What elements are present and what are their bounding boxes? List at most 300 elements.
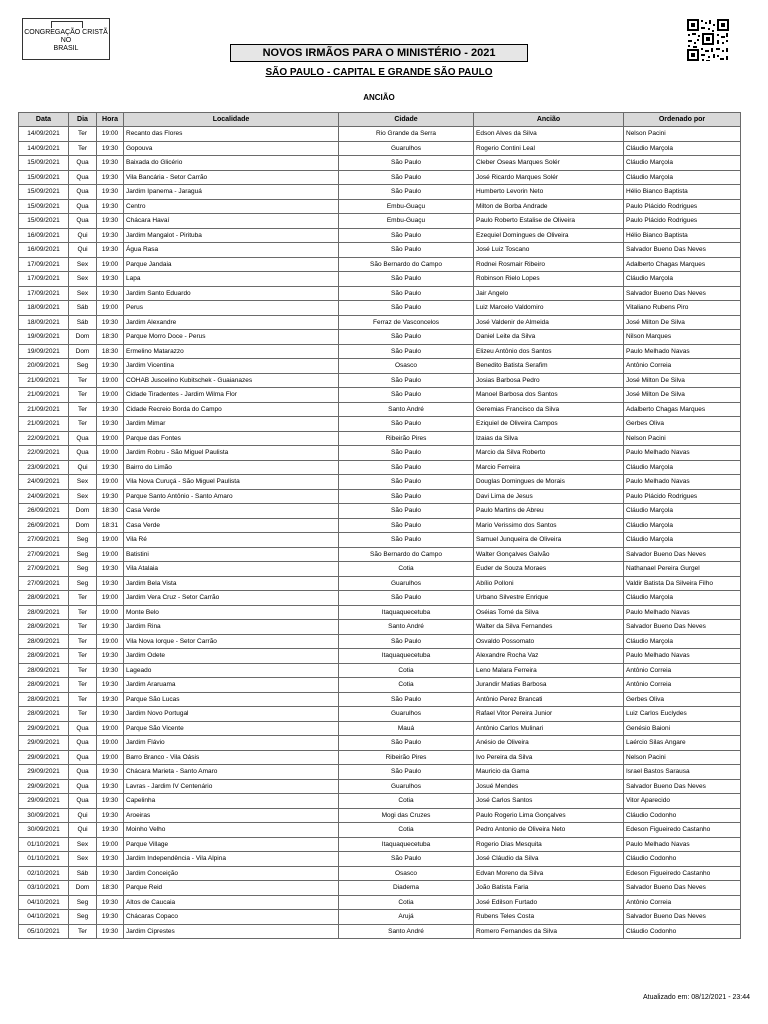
cell-anciao: Antônio Perez Brancati	[474, 692, 624, 707]
table-row	[19, 576, 741, 591]
table-row	[19, 127, 741, 142]
cell-ordenado-por: Nilson Marques	[624, 330, 741, 345]
cell-ordenado-por: José Milton De Silva	[624, 373, 741, 388]
cell-localidade: Perus	[124, 301, 339, 316]
cell-ordenado-por: Nelson Pacini	[624, 127, 741, 142]
cell-localidade: Vila Nova Iorque - Setor Carrão	[124, 634, 339, 649]
cell-cidade: São Paulo	[339, 634, 474, 649]
cell-hora: 19:30	[97, 402, 124, 417]
cell-anciao: José Edilson Furtado	[474, 895, 624, 910]
cell-hora: 19:30	[97, 620, 124, 635]
cell-data: 16/09/2021	[19, 243, 69, 258]
qr-code-icon	[686, 18, 730, 62]
cell-cidade: Guarulhos	[339, 707, 474, 722]
cell-anciao: Walter da Silva Fernandes	[474, 620, 624, 635]
cell-data: 20/09/2021	[19, 359, 69, 374]
cell-localidade: Jardim Independência - Vila Alpina	[124, 852, 339, 867]
cell-dia: Ter	[69, 707, 97, 722]
cell-dia: Dom	[69, 344, 97, 359]
cell-cidade: São Paulo	[339, 765, 474, 780]
cell-data: 17/09/2021	[19, 272, 69, 287]
cell-data: 28/09/2021	[19, 634, 69, 649]
cell-localidade: Lapa	[124, 272, 339, 287]
cell-dia: Sex	[69, 852, 97, 867]
cell-dia: Seg	[69, 533, 97, 548]
cell-anciao: Daniel Leite da Silva	[474, 330, 624, 345]
cell-anciao: Mario Verissimo dos Santos	[474, 518, 624, 533]
cell-anciao: Elizeu Antônio dos Santos	[474, 344, 624, 359]
cell-hora: 19:30	[97, 460, 124, 475]
cell-anciao: Jair Angelo	[474, 286, 624, 301]
cell-localidade: Chácara Marieta - Santo Amaro	[124, 765, 339, 780]
cell-cidade: São Paulo	[339, 591, 474, 606]
cell-data: 30/09/2021	[19, 823, 69, 838]
cell-cidade: Santo André	[339, 402, 474, 417]
cell-dia: Ter	[69, 663, 97, 678]
cell-hora: 19:00	[97, 388, 124, 403]
cell-data: 21/09/2021	[19, 373, 69, 388]
cell-dia: Dom	[69, 504, 97, 519]
cell-ordenado-por: Genésio Baioni	[624, 721, 741, 736]
table-row	[19, 185, 741, 200]
cell-ordenado-por: Cláudio Marçola	[624, 170, 741, 185]
table-row	[19, 315, 741, 330]
cell-ordenado-por: Laércio Silas Angare	[624, 736, 741, 751]
cell-localidade: Barro Branco - Vila Oásis	[124, 750, 339, 765]
cell-cidade: Ribeirão Pires	[339, 431, 474, 446]
table-row	[19, 823, 741, 838]
cell-hora: 19:30	[97, 649, 124, 664]
cell-cidade: São Paulo	[339, 272, 474, 287]
cell-data: 28/09/2021	[19, 663, 69, 678]
table-row	[19, 475, 741, 490]
table-row	[19, 895, 741, 910]
cell-cidade: Arujá	[339, 910, 474, 925]
cell-hora: 19:30	[97, 808, 124, 823]
table-row	[19, 852, 741, 867]
cell-anciao: Antônio Carlos Mulinari	[474, 721, 624, 736]
cell-ordenado-por: Gerbes Oliva	[624, 417, 741, 432]
cell-cidade: São Paulo	[339, 504, 474, 519]
cell-ordenado-por: José Milton De Silva	[624, 388, 741, 403]
cell-data: 29/09/2021	[19, 721, 69, 736]
cell-anciao: Oséias Tomé da Silva	[474, 605, 624, 620]
cell-cidade: São Bernardo do Campo	[339, 257, 474, 272]
cell-dia: Sex	[69, 489, 97, 504]
cell-data: 22/09/2021	[19, 431, 69, 446]
cell-localidade: Parque das Fontes	[124, 431, 339, 446]
cell-data: 28/09/2021	[19, 605, 69, 620]
table-row	[19, 286, 741, 301]
cell-hora: 19:00	[97, 750, 124, 765]
table-row	[19, 301, 741, 316]
cell-localidade: Batistini	[124, 547, 339, 562]
cell-data: 24/09/2021	[19, 475, 69, 490]
cell-data: 19/09/2021	[19, 330, 69, 345]
cell-data: 23/09/2021	[19, 460, 69, 475]
cell-dia: Sex	[69, 257, 97, 272]
table-row	[19, 678, 741, 693]
table-row	[19, 707, 741, 722]
cell-ordenado-por: Paulo Melhado Navas	[624, 446, 741, 461]
logo-line-2: NO	[60, 37, 72, 44]
cell-data: 21/09/2021	[19, 388, 69, 403]
cell-data: 27/09/2021	[19, 576, 69, 591]
cell-hora: 19:30	[97, 794, 124, 809]
cell-dia: Ter	[69, 678, 97, 693]
cell-dia: Qua	[69, 794, 97, 809]
cell-anciao: Manoel Barbosa dos Santos	[474, 388, 624, 403]
cell-hora: 19:30	[97, 895, 124, 910]
cell-data: 04/10/2021	[19, 910, 69, 925]
table-row	[19, 794, 741, 809]
cell-anciao: Ivo Pereira da Silva	[474, 750, 624, 765]
cell-data: 14/09/2021	[19, 141, 69, 156]
cell-anciao: Marcio da Silva Roberto	[474, 446, 624, 461]
cell-ordenado-por: Cláudio Marçola	[624, 460, 741, 475]
cell-dia: Qua	[69, 750, 97, 765]
cell-dia: Ter	[69, 127, 97, 142]
cell-dia: Qua	[69, 721, 97, 736]
table-row	[19, 750, 741, 765]
table-row	[19, 431, 741, 446]
table-row	[19, 721, 741, 736]
cell-cidade: Ferraz de Vasconcelos	[339, 315, 474, 330]
cell-cidade: São Paulo	[339, 692, 474, 707]
cell-cidade: Cotia	[339, 794, 474, 809]
cell-localidade: Cidade Tiradentes - Jardim Wilma Flor	[124, 388, 339, 403]
cell-data: 15/09/2021	[19, 170, 69, 185]
cell-ordenado-por: Cláudio Codonho	[624, 924, 741, 939]
cell-localidade: Vila Nova Curuçá - São Miguel Paulista	[124, 475, 339, 490]
cell-localidade: Parque Reid	[124, 881, 339, 896]
cell-localidade: Jardim Ciprestes	[124, 924, 339, 939]
cell-ordenado-por: Antônio Correia	[624, 678, 741, 693]
cell-ordenado-por: Gerbes Oliva	[624, 692, 741, 707]
column-header-cidade: Cidade	[339, 113, 474, 127]
cell-hora: 19:00	[97, 127, 124, 142]
cell-dia: Qua	[69, 199, 97, 214]
cell-ordenado-por: Paulo Melhado Navas	[624, 475, 741, 490]
cell-anciao: Izaias da Silva	[474, 431, 624, 446]
cell-anciao: Geremias Francisco da Silva	[474, 402, 624, 417]
cell-localidade: Jardim Robru - São Miguel Paulista	[124, 446, 339, 461]
cell-ordenado-por: Salvador Bueno Das Neves	[624, 779, 741, 794]
cell-data: 30/09/2021	[19, 808, 69, 823]
cell-ordenado-por: Paulo Melhado Navas	[624, 605, 741, 620]
document-title: NOVOS IRMÃOS PARA O MINISTÉRIO - 2021	[230, 44, 528, 62]
column-header-data: Data	[19, 113, 69, 127]
cell-cidade: São Paulo	[339, 460, 474, 475]
cell-anciao: Urbano Silvestre Enrique	[474, 591, 624, 606]
cell-cidade: Cotia	[339, 678, 474, 693]
cell-hora: 19:30	[97, 315, 124, 330]
cell-dia: Dom	[69, 881, 97, 896]
cell-anciao: Alexandre Rocha Vaz	[474, 649, 624, 664]
cell-cidade: São Paulo	[339, 170, 474, 185]
cell-hora: 19:30	[97, 214, 124, 229]
cell-hora: 18:31	[97, 518, 124, 533]
table-row	[19, 504, 741, 519]
cell-hora: 19:00	[97, 257, 124, 272]
cell-cidade: Cotia	[339, 895, 474, 910]
cell-anciao: Benedito Batista Serafim	[474, 359, 624, 374]
cell-data: 29/09/2021	[19, 765, 69, 780]
cell-dia: Seg	[69, 910, 97, 925]
cell-dia: Ter	[69, 591, 97, 606]
table-row	[19, 562, 741, 577]
cell-data: 01/10/2021	[19, 852, 69, 867]
cell-dia: Seg	[69, 547, 97, 562]
document-subtitle: SÃO PAULO - CAPITAL E GRANDE SÃO PAULO	[265, 67, 493, 78]
cell-anciao: Osvaldo Possomato	[474, 634, 624, 649]
cell-localidade: Jardim Flávio	[124, 736, 339, 751]
cell-data: 17/09/2021	[19, 257, 69, 272]
cell-data: 28/09/2021	[19, 649, 69, 664]
cell-hora: 18:30	[97, 330, 124, 345]
cell-ordenado-por: Salvador Bueno Das Neves	[624, 881, 741, 896]
cell-localidade: Cidade Recreio Borda do Campo	[124, 402, 339, 417]
cell-localidade: Jardim Conceição	[124, 866, 339, 881]
table-row	[19, 214, 741, 229]
table-row	[19, 141, 741, 156]
cell-anciao: Luiz Marcelo Valdomiro	[474, 301, 624, 316]
cell-ordenado-por: Valdir Batista Da Silveira Filho	[624, 576, 741, 591]
cell-hora: 19:00	[97, 533, 124, 548]
table-row	[19, 388, 741, 403]
table-row	[19, 156, 741, 171]
cell-data: 17/09/2021	[19, 286, 69, 301]
cell-hora: 19:30	[97, 243, 124, 258]
cell-cidade: São Paulo	[339, 228, 474, 243]
cell-hora: 19:00	[97, 736, 124, 751]
cell-dia: Sex	[69, 272, 97, 287]
cell-cidade: Mauá	[339, 721, 474, 736]
cell-ordenado-por: Luiz Carlos Euclydes	[624, 707, 741, 722]
cell-ordenado-por: Cláudio Marçola	[624, 272, 741, 287]
cell-dia: Ter	[69, 692, 97, 707]
cell-ordenado-por: Salvador Bueno Das Neves	[624, 243, 741, 258]
cell-dia: Qua	[69, 214, 97, 229]
cell-data: 24/09/2021	[19, 489, 69, 504]
cell-localidade: Recanto das Flores	[124, 127, 339, 142]
cell-cidade: Santo André	[339, 924, 474, 939]
cell-anciao: Eziquiel de Oliveira Campos	[474, 417, 624, 432]
cell-localidade: Baixada do Glicério	[124, 156, 339, 171]
table-row	[19, 518, 741, 533]
cell-anciao: Humberto Levorin Neto	[474, 185, 624, 200]
cell-anciao: José Ricardo Marques Solér	[474, 170, 624, 185]
cell-localidade: Casa Verde	[124, 504, 339, 519]
table-row	[19, 808, 741, 823]
table-row	[19, 924, 741, 939]
cell-ordenado-por: Paulo Plácido Rodrigues	[624, 214, 741, 229]
column-header-ordenado-por: Ordenado por	[624, 113, 741, 127]
cell-hora: 19:30	[97, 141, 124, 156]
cell-hora: 19:30	[97, 272, 124, 287]
cell-anciao: Jurandir Matias Barbosa	[474, 678, 624, 693]
cell-data: 18/09/2021	[19, 301, 69, 316]
cell-anciao: Rodnei Rosmair Ribeiro	[474, 257, 624, 272]
cell-localidade: Jardim Vera Cruz - Setor Carrão	[124, 591, 339, 606]
cell-data: 29/09/2021	[19, 736, 69, 751]
table-row	[19, 170, 741, 185]
cell-cidade: São Paulo	[339, 344, 474, 359]
cell-data: 28/09/2021	[19, 620, 69, 635]
cell-ordenado-por: Salvador Bueno Das Neves	[624, 547, 741, 562]
table-row	[19, 866, 741, 881]
section-title: ANCIÃO	[363, 93, 395, 102]
table-row	[19, 199, 741, 214]
cell-cidade: Guarulhos	[339, 576, 474, 591]
table-row	[19, 533, 741, 548]
table-row	[19, 634, 741, 649]
cell-hora: 18:30	[97, 504, 124, 519]
cell-dia: Seg	[69, 576, 97, 591]
cell-dia: Ter	[69, 605, 97, 620]
cell-hora: 19:30	[97, 678, 124, 693]
cell-ordenado-por: Cláudio Marçola	[624, 141, 741, 156]
table-row	[19, 243, 741, 258]
cell-hora: 19:30	[97, 765, 124, 780]
cell-localidade: Jardim Odete	[124, 649, 339, 664]
cell-ordenado-por: Edeson Figueiredo Castanho	[624, 823, 741, 838]
table-row	[19, 620, 741, 635]
cell-cidade: Cotia	[339, 663, 474, 678]
cell-ordenado-por: Salvador Bueno Das Neves	[624, 910, 741, 925]
cell-cidade: Mogi das Cruzes	[339, 808, 474, 823]
cell-ordenado-por: Paulo Melhado Navas	[624, 837, 741, 852]
cell-ordenado-por: Paulo Melhado Navas	[624, 649, 741, 664]
table-row	[19, 779, 741, 794]
cell-dia: Qua	[69, 779, 97, 794]
cell-cidade: São Paulo	[339, 446, 474, 461]
cell-dia: Qui	[69, 460, 97, 475]
cell-dia: Seg	[69, 359, 97, 374]
cell-data: 01/10/2021	[19, 837, 69, 852]
table-row	[19, 881, 741, 896]
cell-data: 27/09/2021	[19, 547, 69, 562]
cell-anciao: José Cláudio da Silva	[474, 852, 624, 867]
cell-anciao: Rogerio Contini Leal	[474, 141, 624, 156]
table-row	[19, 692, 741, 707]
cell-cidade: Rio Grande da Serra	[339, 127, 474, 142]
cell-cidade: São Paulo	[339, 185, 474, 200]
cell-cidade: São Paulo	[339, 388, 474, 403]
cell-cidade: Itaquaquecetuba	[339, 649, 474, 664]
table-row	[19, 257, 741, 272]
cell-anciao: Mauricio da Gama	[474, 765, 624, 780]
cell-hora: 19:00	[97, 475, 124, 490]
cell-hora: 19:30	[97, 823, 124, 838]
column-header-localidade: Localidade	[124, 113, 339, 127]
cell-dia: Dom	[69, 330, 97, 345]
cell-ordenado-por: Cláudio Codonho	[624, 852, 741, 867]
cell-localidade: Parque Jandaia	[124, 257, 339, 272]
cell-cidade: São Paulo	[339, 156, 474, 171]
cell-hora: 19:30	[97, 692, 124, 707]
cell-anciao: José Carlos Santos	[474, 794, 624, 809]
cell-hora: 19:00	[97, 431, 124, 446]
cell-anciao: Romero Fernandes da Silva	[474, 924, 624, 939]
cell-data: 19/09/2021	[19, 344, 69, 359]
cell-localidade: Parque Morro Doce - Perus	[124, 330, 339, 345]
cell-dia: Sex	[69, 286, 97, 301]
cell-localidade: Jardim Novo Portugal	[124, 707, 339, 722]
cell-hora: 19:30	[97, 779, 124, 794]
cell-anciao: Paulo Rogerio Lima Gonçalves	[474, 808, 624, 823]
cell-localidade: Vila Bancária - Setor Carrão	[124, 170, 339, 185]
cell-cidade: Ribeirão Pires	[339, 750, 474, 765]
cell-anciao: Davi Lima de Jesus	[474, 489, 624, 504]
cell-anciao: Rubens Teles Costa	[474, 910, 624, 925]
cell-anciao: João Batista Faria	[474, 881, 624, 896]
cell-anciao: Abílio Polloni	[474, 576, 624, 591]
cell-cidade: Cotia	[339, 562, 474, 577]
cell-ordenado-por: Paulo Plácido Rodrigues	[624, 199, 741, 214]
cell-anciao: Marcio Ferreira	[474, 460, 624, 475]
table-row	[19, 489, 741, 504]
cell-localidade: Jardim Araruama	[124, 678, 339, 693]
cell-dia: Seg	[69, 895, 97, 910]
cell-hora: 18:30	[97, 344, 124, 359]
cell-anciao: Euder de Souza Moraes	[474, 562, 624, 577]
table-row	[19, 910, 741, 925]
cell-ordenado-por: Antônio Correia	[624, 359, 741, 374]
updated-timestamp: Atualizado em: 08/12/2021 - 23:44	[642, 994, 750, 1001]
table-row	[19, 591, 741, 606]
table-row	[19, 330, 741, 345]
cell-dia: Sáb	[69, 315, 97, 330]
cell-dia: Seg	[69, 562, 97, 577]
cell-hora: 19:30	[97, 359, 124, 374]
cell-localidade: Ermelino Matarazzo	[124, 344, 339, 359]
column-header-anciao: Ancião	[474, 113, 624, 127]
column-header-dia: Dia	[69, 113, 97, 127]
cell-hora: 19:30	[97, 417, 124, 432]
cell-localidade: Jardim Vicentina	[124, 359, 339, 374]
cell-localidade: Chácaras Copaco	[124, 910, 339, 925]
cell-anciao: Paulo Roberto Estalise de Oliveira	[474, 214, 624, 229]
cell-data: 21/09/2021	[19, 417, 69, 432]
cell-localidade: Casa Verde	[124, 518, 339, 533]
cell-data: 28/09/2021	[19, 707, 69, 722]
cell-ordenado-por: Adalberto Chagas Marques	[624, 402, 741, 417]
cell-dia: Ter	[69, 388, 97, 403]
cell-ordenado-por: Cláudio Marçola	[624, 533, 741, 548]
cell-data: 15/09/2021	[19, 185, 69, 200]
cell-data: 15/09/2021	[19, 199, 69, 214]
cell-localidade: Parque Village	[124, 837, 339, 852]
table-row	[19, 765, 741, 780]
cell-hora: 19:00	[97, 301, 124, 316]
table-row	[19, 344, 741, 359]
cell-localidade: Vila Ré	[124, 533, 339, 548]
cell-cidade: Embu-Guaçu	[339, 214, 474, 229]
table-row	[19, 736, 741, 751]
cell-ordenado-por: Antônio Correia	[624, 663, 741, 678]
cell-ordenado-por: Nelson Pacini	[624, 750, 741, 765]
table-row	[19, 359, 741, 374]
cell-localidade: Jardim Rina	[124, 620, 339, 635]
cell-cidade: São Bernardo do Campo	[339, 547, 474, 562]
cell-cidade: São Paulo	[339, 301, 474, 316]
cell-data: 02/10/2021	[19, 866, 69, 881]
cell-dia: Sex	[69, 837, 97, 852]
cell-hora: 19:30	[97, 170, 124, 185]
cell-localidade: Parque Santo Antônio - Santo Amaro	[124, 489, 339, 504]
column-header-hora: Hora	[97, 113, 124, 127]
